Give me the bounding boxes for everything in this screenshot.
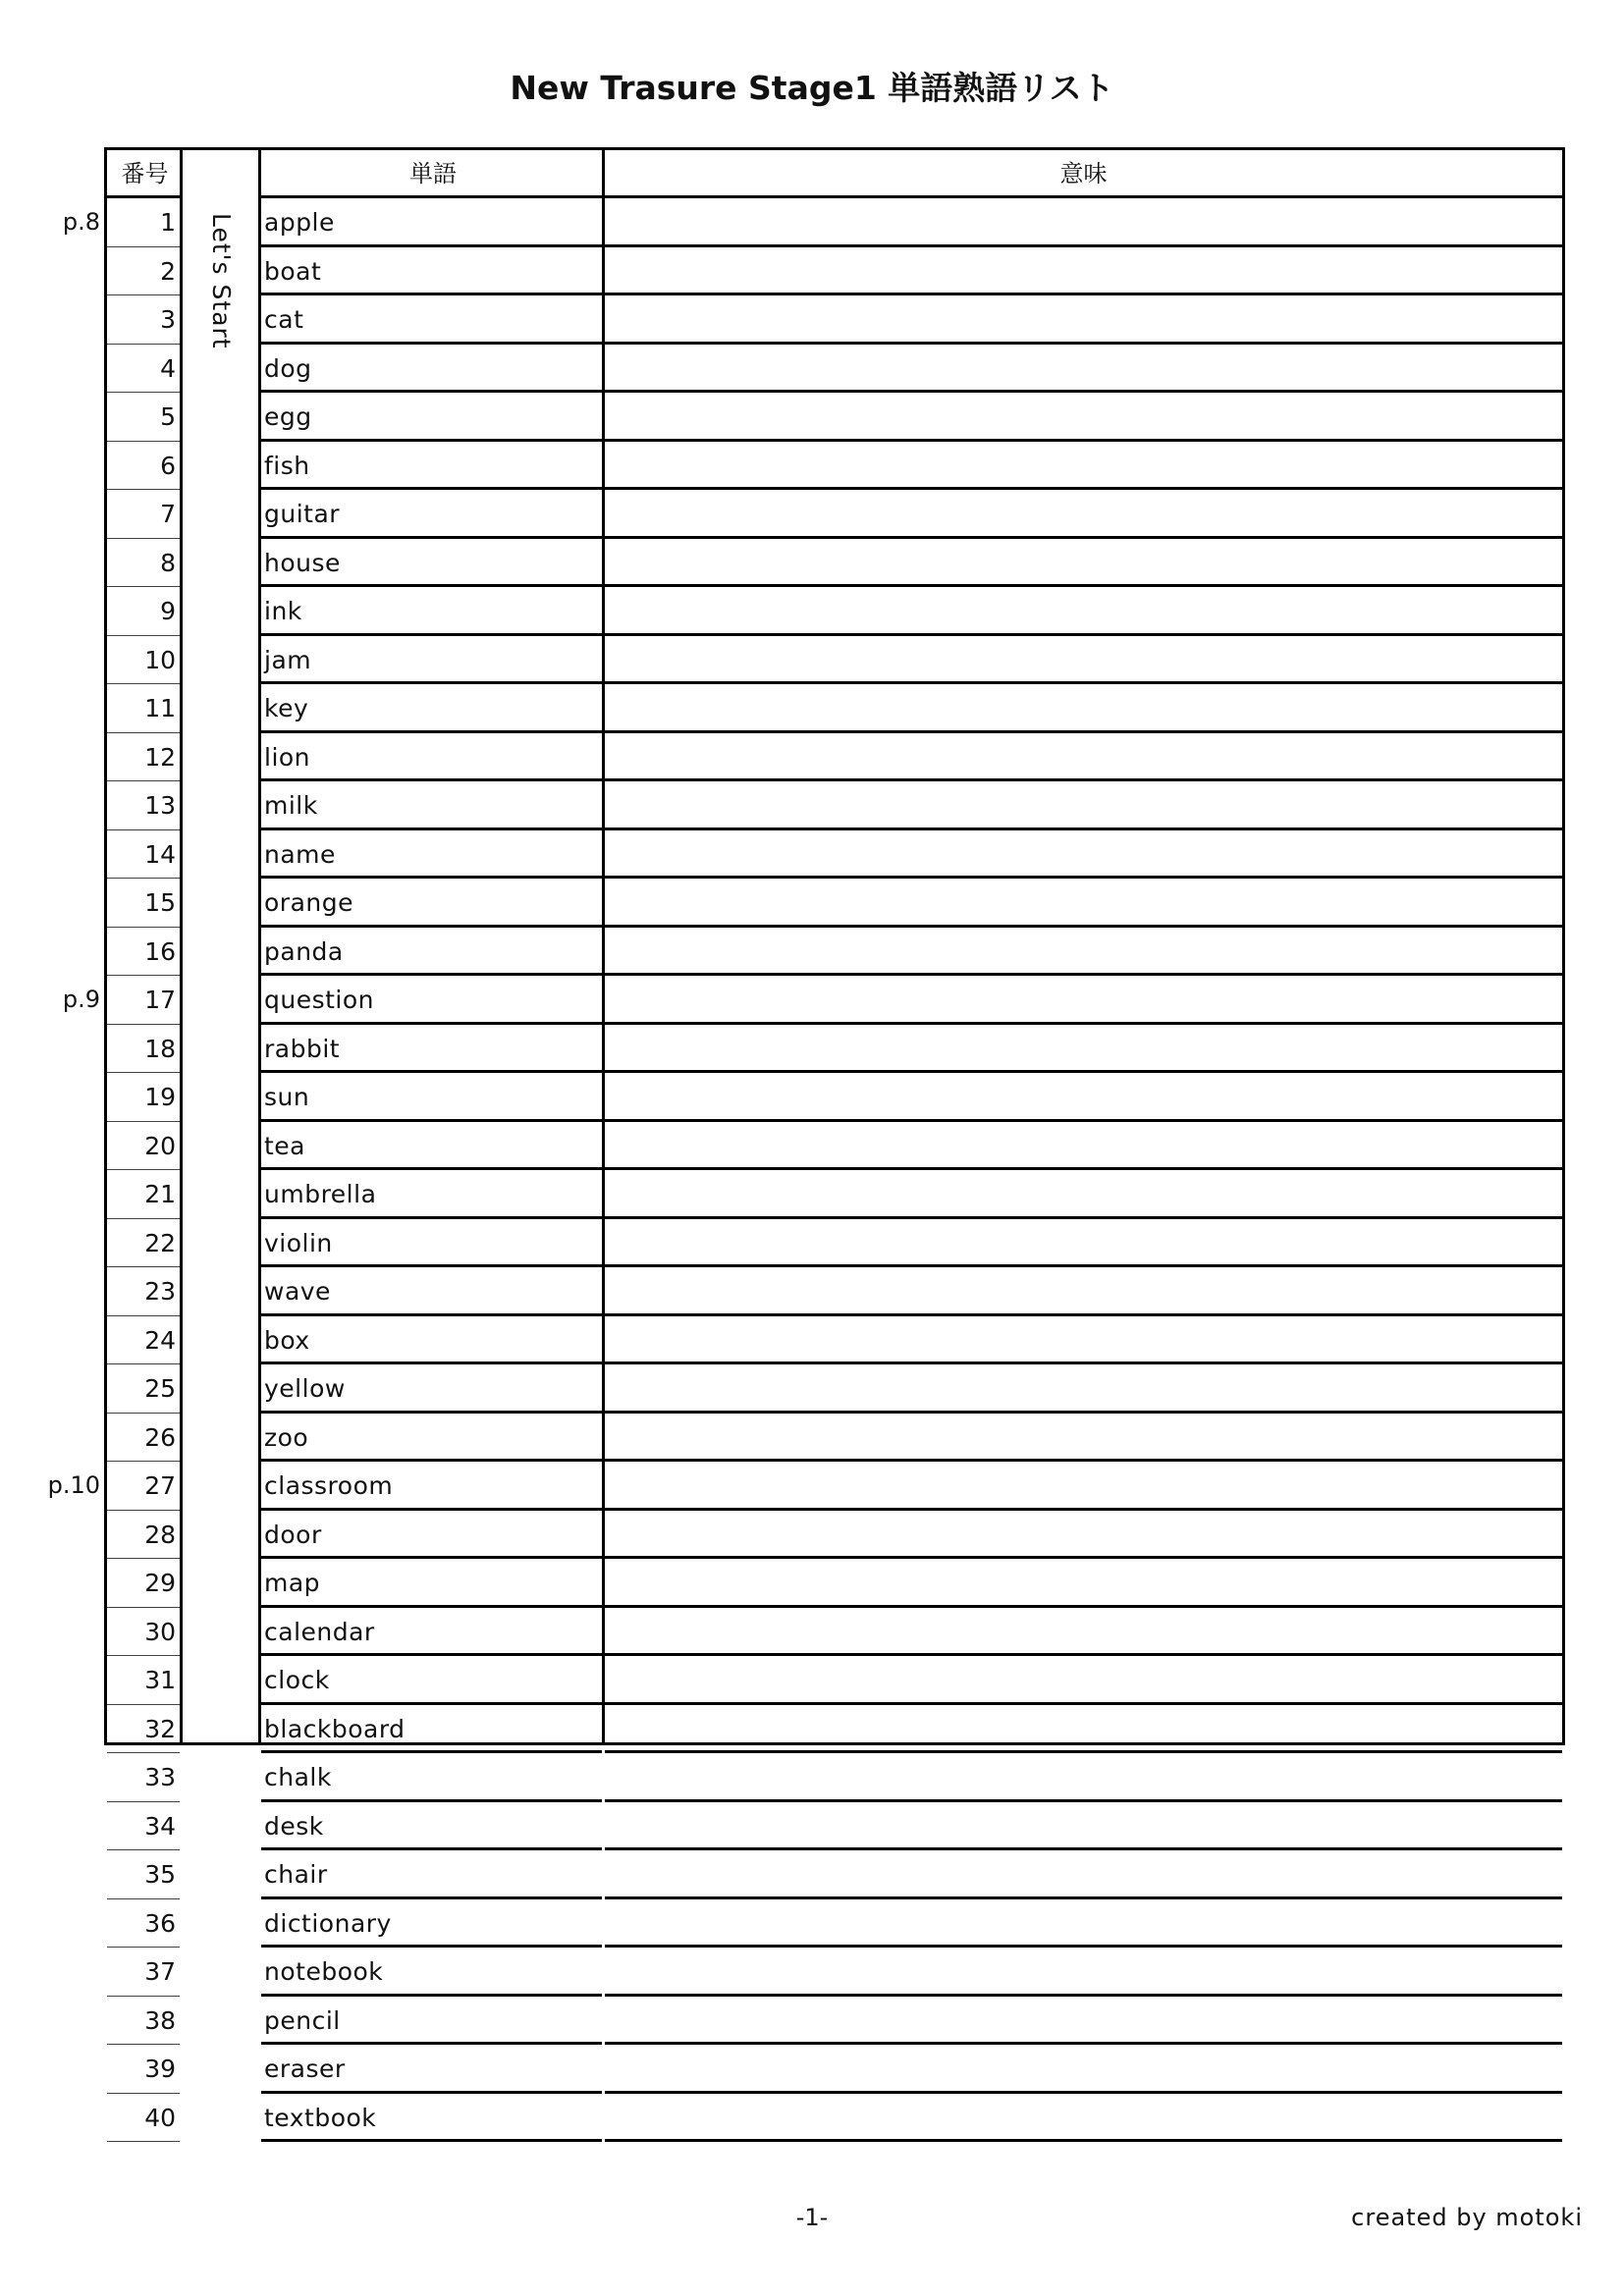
row-meaning-blank[interactable] [605,295,1562,345]
table-row [107,1559,1562,1608]
table-row [107,879,1562,928]
table-row [107,684,1562,733]
row-word: dog [261,345,602,394]
row-meaning-blank[interactable] [605,1414,1562,1463]
row-word: pencil [261,1997,602,2046]
table-row [107,587,1562,636]
row-number: 13 [107,781,180,830]
row-number: 34 [107,1802,180,1851]
row-word: question [261,976,602,1025]
row-meaning-blank[interactable] [605,830,1562,880]
row-word: house [261,539,602,588]
row-meaning-blank[interactable] [605,1025,1562,1074]
row-number: 6 [107,442,180,491]
table-row [107,393,1562,442]
page-ref-label: p.10 [47,1471,100,1499]
row-word: textbook [261,2094,602,2143]
table-row [107,1364,1562,1414]
row-word: chalk [261,1753,602,1802]
row-word: desk [261,1802,602,1851]
row-number: 7 [107,490,180,539]
row-meaning-blank[interactable] [605,1656,1562,1705]
table-row [107,2045,1562,2094]
row-meaning-blank[interactable] [605,636,1562,685]
vocabulary-table [104,147,1565,2132]
row-word: rabbit [261,1025,602,1074]
table-row [107,1316,1562,1365]
row-word: sun [261,1073,602,1122]
table-row [107,442,1562,491]
table-row [107,1753,1562,1802]
row-number: 20 [107,1122,180,1171]
table-row [107,928,1562,977]
row-word: tea [261,1122,602,1171]
row-meaning-blank[interactable] [605,1997,1562,2046]
row-word: orange [261,879,602,928]
row-number: 30 [107,1608,180,1657]
row-meaning-blank[interactable] [605,1899,1562,1949]
row-meaning-blank[interactable] [605,1511,1562,1560]
row-meaning-blank[interactable] [605,1219,1562,1268]
row-word: map [261,1559,602,1608]
row-meaning-blank[interactable] [605,1559,1562,1608]
table-row [107,198,1562,247]
credit-text: created by motoki [1351,2204,1583,2231]
row-meaning-blank[interactable] [605,2045,1562,2094]
row-meaning-blank[interactable] [605,1705,1562,1754]
row-number: 18 [107,1025,180,1074]
row-meaning-blank[interactable] [605,1462,1562,1511]
row-number: 5 [107,393,180,442]
row-meaning-blank[interactable] [605,781,1562,830]
row-word: apple [261,198,602,247]
row-word: fish [261,442,602,491]
row-meaning-blank[interactable] [605,1267,1562,1316]
row-word: egg [261,393,602,442]
row-number: 8 [107,539,180,588]
row-number: 22 [107,1219,180,1268]
page-number: -1- [795,2204,829,2231]
row-number: 11 [107,684,180,733]
row-word: door [261,1511,602,1560]
header-meaning: 意味 [605,150,1562,198]
row-meaning-blank[interactable] [605,1122,1562,1171]
row-number: 1 [107,198,180,247]
row-word: dictionary [261,1899,602,1949]
row-number: 25 [107,1364,180,1414]
row-meaning-blank[interactable] [605,976,1562,1025]
row-number: 40 [107,2094,180,2143]
row-number: 28 [107,1511,180,1560]
row-word: key [261,684,602,733]
row-number: 21 [107,1170,180,1219]
table-row [107,781,1562,830]
table-row [107,345,1562,394]
row-number: 9 [107,587,180,636]
page-title: New Trasure Stage1 単語熟語リスト [510,69,1114,107]
row-number: 35 [107,1850,180,1899]
row-number: 23 [107,1267,180,1316]
table-row [107,1122,1562,1171]
row-meaning-blank[interactable] [605,1073,1562,1122]
row-word: classroom [261,1462,602,1511]
row-word: umbrella [261,1170,602,1219]
row-number: 3 [107,295,180,345]
row-number: 12 [107,733,180,782]
row-word: name [261,830,602,880]
row-number: 31 [107,1656,180,1705]
table-row [107,1899,1562,1949]
row-meaning-blank[interactable] [605,198,1562,247]
table-row [107,1511,1562,1560]
header-number: 番号 [107,150,183,198]
table-row [107,1025,1562,1074]
row-word: lion [261,733,602,782]
row-word: milk [261,781,602,830]
row-number: 32 [107,1705,180,1754]
row-number: 27 [107,1462,180,1511]
row-number: 10 [107,636,180,685]
row-word: violin [261,1219,602,1268]
row-word: eraser [261,2045,602,2094]
row-word: boat [261,247,602,296]
row-meaning-blank[interactable] [605,1316,1562,1365]
row-meaning-blank[interactable] [605,345,1562,394]
row-meaning-blank[interactable] [605,1364,1562,1414]
table-row [107,1608,1562,1657]
row-number: 33 [107,1753,180,1802]
row-meaning-blank[interactable] [605,879,1562,928]
row-number: 4 [107,345,180,394]
table-row [107,1997,1562,2046]
table-row [107,1170,1562,1219]
section-label: Let's Start [207,213,236,349]
row-word: wave [261,1267,602,1316]
row-word: panda [261,928,602,977]
table-row [107,490,1562,539]
table-row [107,830,1562,880]
row-meaning-blank[interactable] [605,1753,1562,1802]
table-row [107,1219,1562,1268]
row-number: 39 [107,2045,180,2094]
row-meaning-blank[interactable] [605,1850,1562,1899]
row-word: guitar [261,490,602,539]
row-number: 24 [107,1316,180,1365]
row-meaning-blank[interactable] [605,928,1562,977]
row-number: 2 [107,247,180,296]
row-number: 17 [107,976,180,1025]
row-word: yellow [261,1364,602,1414]
table-row [107,1802,1562,1851]
row-word: jam [261,636,602,685]
row-number: 36 [107,1899,180,1949]
table-row [107,1414,1562,1463]
row-meaning-blank[interactable] [605,442,1562,491]
table-row [107,1705,1562,1754]
row-number: 37 [107,1948,180,1997]
row-word: chair [261,1850,602,1899]
table-row [107,295,1562,345]
row-meaning-blank[interactable] [605,490,1562,539]
row-number: 14 [107,830,180,880]
row-meaning-blank[interactable] [605,1170,1562,1219]
row-meaning-blank[interactable] [605,733,1562,782]
table-row [107,539,1562,588]
row-number: 29 [107,1559,180,1608]
row-meaning-blank[interactable] [605,1802,1562,1851]
table-row [107,636,1562,685]
row-meaning-blank[interactable] [605,2094,1562,2143]
table-row [107,2094,1562,2143]
table-row [107,1073,1562,1122]
table-row [107,1267,1562,1316]
row-meaning-blank[interactable] [605,684,1562,733]
row-meaning-blank[interactable] [605,393,1562,442]
page-ref-label: p.8 [62,208,100,236]
row-number: 19 [107,1073,180,1122]
row-number: 26 [107,1414,180,1463]
row-word: blackboard [261,1705,602,1754]
row-meaning-blank[interactable] [605,247,1562,296]
table-row [107,1656,1562,1705]
row-meaning-blank[interactable] [605,587,1562,636]
row-word: calendar [261,1608,602,1657]
row-meaning-blank[interactable] [605,539,1562,588]
row-word: zoo [261,1414,602,1463]
table-row [107,247,1562,296]
row-number: 38 [107,1997,180,2046]
row-meaning-blank[interactable] [605,1608,1562,1657]
row-word: cat [261,295,602,345]
row-word: ink [261,587,602,636]
table-row [107,733,1562,782]
table-row [107,1462,1562,1511]
row-number: 15 [107,879,180,928]
header-word: 単語 [261,150,605,198]
row-meaning-blank[interactable] [605,1948,1562,1997]
row-word: box [261,1316,602,1365]
row-word: notebook [261,1948,602,1997]
table-row [107,1948,1562,1997]
row-number: 16 [107,928,180,977]
row-word: clock [261,1656,602,1705]
page-ref-label: p.9 [62,986,100,1013]
table-row [107,976,1562,1025]
table-row [107,1850,1562,1899]
